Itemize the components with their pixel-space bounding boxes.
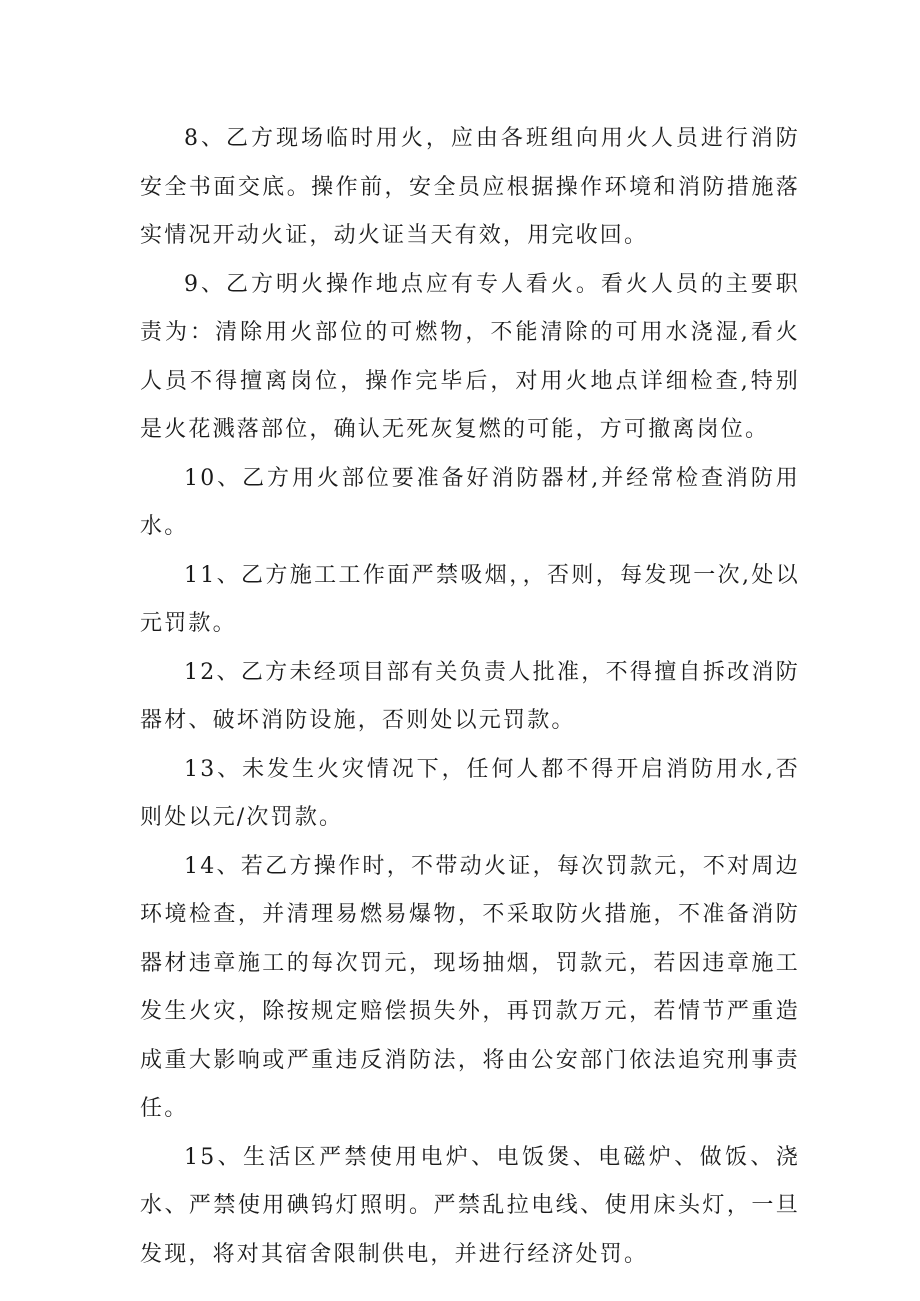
paragraph-item-13: 13、未发生火灾情况下，任何人都不得开启消防用水,否则处以元/次罚款。	[140, 756, 800, 830]
paragraph-item-14: 14、若乙方操作时，不带动火证，每次罚款元，不对周边环境检查，并清理易燃易爆物，不采取防火措施，不准备消防器材违章施工的每次罚元，现场抽烟，罚款元，若因违章施工发生火灾，除按规定赔偿损失外，再罚款万元，若情节严重造成重大影响或严重违反消防法，将由公安部门依法追究刑事责任。	[140, 853, 800, 1121]
paragraph-item-9: 9、乙方明火操作地点应有专人看火。看火人员的主要职责为：清除用火部位的可燃物，不能清除的可用水浇湿,看火人员不得擅离岗位，操作完毕后，对用火地点详细检查,特别是火花溅落部位，确认无死灰复燃的可能，方可撤离岗位。	[140, 271, 800, 442]
paragraph-item-15: 15、生活区严禁使用电炉、电饭煲、电磁炉、做饭、浇水、严禁使用碘钨灯照明。严禁乱拉电线、使用床头灯，一旦发现，将对其宿舍限制供电，并进行经济处罚。	[140, 1144, 800, 1267]
paragraph-item-11: 11、乙方施工工作面严禁吸烟，，否则，每发现一次,处以元罚款。	[140, 562, 800, 636]
document-body	[140, 115, 800, 1279]
paragraph-item-10: 10、乙方用火部位要准备好消防器材,并经常检查消防用水。	[140, 465, 800, 539]
paragraph-item-8: 8、乙方现场临时用火，应由各班组向用火人员进行消防安全书面交底。操作前，安全员应根据操作环境和消防措施落实情况开动火证，动火证当天有效，用完收回。	[140, 126, 800, 248]
paragraph-item-12: 12、乙方未经项目部有关负责人批准，不得擅自拆改消防器材、破坏消防设施，否则处以元罚款。	[140, 659, 800, 733]
